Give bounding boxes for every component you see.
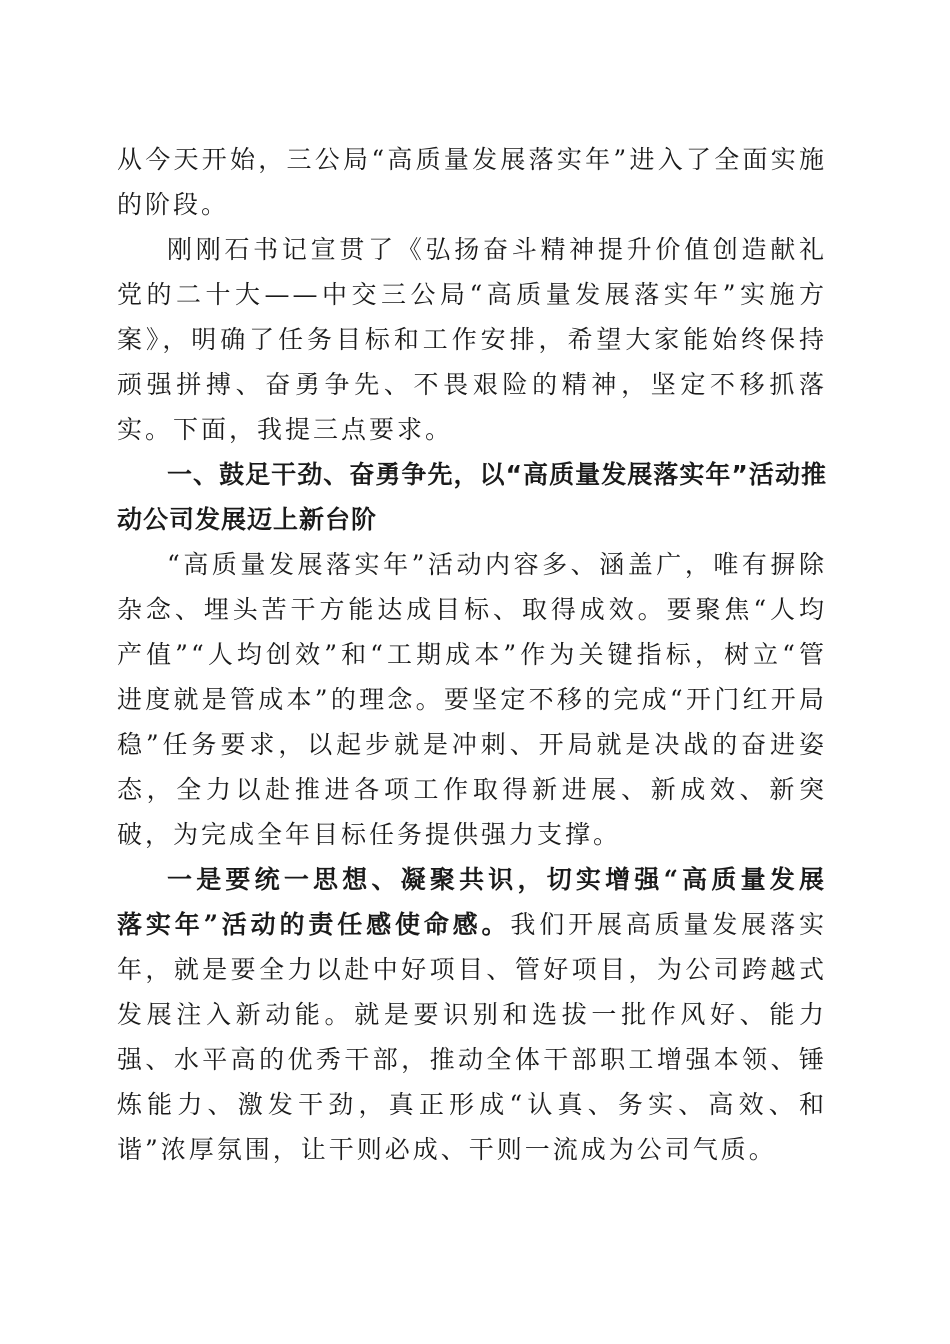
paragraph-section-1: “高质量发展落实年”活动内容多、涵盖广，唯有摒除杂念、埋头苦干方能达成目标、取得成效。要聚焦“人均产值”“人均创效”和“工期成本”作为关键指标，树立“管进度就是管成本”的理念。要坚定不移的完成“开门红开局稳”任务要求，以起步就是冲刺、开局就是决战的奋进姿态，全力以赴推进各项工作取得新进展、新成效、新突破，为完成全年目标任务提供强力支撑。	[117, 550, 827, 849]
point-1-text: 我们开展高质量发展落实年，就是要全力以赴中好项目、管好项目，为公司跨越式发展注入新动能。就是要识别和选拔一批作风好、能力强、水平高的优秀干部，推动全体干部职工增强本领、锤炼能力、激发干劲，真正形成“认真、务实、高效、和谐”浓厚氛围，让干则必成、干则一流成为公司气质。	[117, 910, 827, 1164]
section-heading-1: 一、鼓足干劲、奋勇争先，以“高质量发展落实年”活动推动公司发展迈上新台阶	[117, 460, 827, 534]
point-1-lead: 一是要统一思想、凝聚共识，切实增强“高质量发展落实年”活动的责任感使命感。	[117, 865, 827, 939]
document-body	[117, 137, 827, 1172]
paragraph-intro: 从今天开始，三公局“高质量发展落实年”进入了全面实施的阶段。	[117, 145, 827, 219]
paragraph-point-1	[117, 857, 827, 1172]
paragraph-requirements: 刚刚石书记宣贯了《弘扬奋斗精神提升价值创造献礼党的二十大——中交三公局“高质量发展落实年”实施方案》，明确了任务目标和工作安排，希望大家能始终保持顽强拼搏、奋勇争先、不畏艰险的精神，坚定不移抓落实。下面，我提三点要求。	[117, 235, 827, 444]
